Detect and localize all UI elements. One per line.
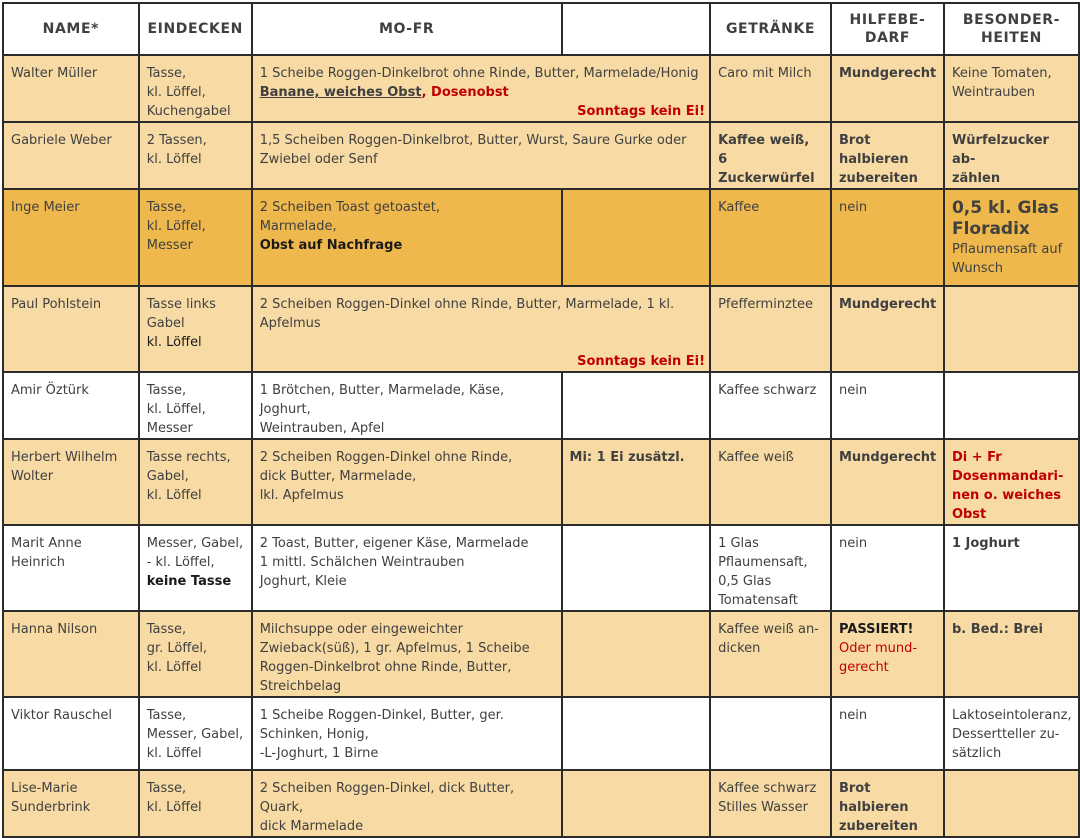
header-row xyxy=(3,3,1079,55)
cell-extra xyxy=(562,189,711,286)
cell-extra: Mi: 1 Ei zusätzl. xyxy=(562,439,711,525)
header-besonderheiten: BESONDER- HEITEN xyxy=(944,3,1079,55)
cell-extra xyxy=(562,611,711,697)
cell-mofr: 1,5 Scheiben Roggen-Dinkelbrot, Butter, Wurst, Saure Gurke oder Zwiebel oder Senf xyxy=(252,122,710,189)
cell-name: Viktor Rauschel xyxy=(3,697,139,770)
cell-name: Walter Müller xyxy=(3,55,139,122)
cell-eindecken: Messer, Gabel, - kl. Löffel, keine Tasse xyxy=(139,525,252,611)
note-sunday: Sonntags kein Ei! xyxy=(577,354,706,369)
table-row xyxy=(3,122,1079,189)
cell-eindecken: Tasse, Messer, Gabel, kl. Löffel xyxy=(139,697,252,770)
cell-eindecken: 2 Tassen, kl. Löffel xyxy=(139,122,252,189)
header-getraenke: GETRÄNKE xyxy=(710,3,831,55)
cell-eindecken: Tasse links Gabel kl. Löffel xyxy=(139,286,252,372)
meal-plan-table xyxy=(2,2,1080,838)
cell-hilfebedarf: Brot halbieren zubereiten xyxy=(831,122,944,189)
cell-eindecken: Tasse, kl. Löffel, Messer xyxy=(139,189,252,286)
cell-getraenke: Caro mit Milch xyxy=(710,55,831,122)
cell-besonderheiten xyxy=(944,372,1079,439)
cell-eindecken: Tasse, gr. Löffel, kl. Löffel xyxy=(139,611,252,697)
table-row xyxy=(3,439,1079,525)
header-extra xyxy=(562,3,711,55)
cell-hilfebedarf: nein xyxy=(831,189,944,286)
header-eindecken: EINDECKEN xyxy=(139,3,252,55)
cell-besonderheiten xyxy=(944,770,1079,837)
table-row xyxy=(3,55,1079,122)
header-hilfebedarf: HILFEBE- DARF xyxy=(831,3,944,55)
cell-mofr: 1 Brötchen, Butter, Marmelade, Käse, Joghurt, Weintrauben, Apfel xyxy=(252,372,562,439)
table-row xyxy=(3,697,1079,770)
cell-getraenke: Kaffee schwarz Stilles Wasser xyxy=(710,770,831,837)
cell-hilfebedarf: nein xyxy=(831,525,944,611)
cell-name: Hanna Nilson xyxy=(3,611,139,697)
table-row xyxy=(3,286,1079,372)
cell-besonderheiten: Würfelzucker ab- zählen xyxy=(944,122,1079,189)
cell-mofr: 1 Scheibe Roggen-Dinkelbrot ohne Rinde, Butter, Marmelade/Honig Banane, weiches Obst, Dosenobst Sonntags kein Ei! xyxy=(252,55,710,122)
cell-hilfebedarf: Brot halbieren zubereiten xyxy=(831,770,944,837)
cell-name: Paul Pohlstein xyxy=(3,286,139,372)
cell-name: Gabriele Weber xyxy=(3,122,139,189)
cell-name: Inge Meier xyxy=(3,189,139,286)
cell-mofr: 2 Toast, Butter, eigener Käse, Marmelade 1 mittl. Schälchen Weintrauben Joghurt, Kleie xyxy=(252,525,562,611)
cell-mofr: 2 Scheiben Roggen-Dinkel, dick Butter, Quark, dick Marmelade xyxy=(252,770,562,837)
cell-name: Lise-Marie Sunderbrink xyxy=(3,770,139,837)
cell-besonderheiten: Keine Tomaten, Weintrauben xyxy=(944,55,1079,122)
cell-besonderheiten: 1 Joghurt xyxy=(944,525,1079,611)
cell-name: Amir Öztürk xyxy=(3,372,139,439)
cell-besonderheiten xyxy=(944,286,1079,372)
cell-eindecken: Tasse, kl. Löffel xyxy=(139,770,252,837)
cell-eindecken: Tasse rechts, Gabel, kl. Löffel xyxy=(139,439,252,525)
table-row xyxy=(3,189,1079,286)
table-row xyxy=(3,611,1079,697)
cell-name: Herbert Wilhelm Wolter xyxy=(3,439,139,525)
table-row xyxy=(3,372,1079,439)
cell-besonderheiten: 0,5 kl. Glas Floradix Pflaumensaft auf Wunsch xyxy=(944,189,1079,286)
cell-mofr: 2 Scheiben Roggen-Dinkel ohne Rinde, dick Butter, Marmelade, lkl. Apfelmus xyxy=(252,439,562,525)
cell-getraenke: 1 Glas Pflaumensaft, 0,5 Glas Tomatensaft xyxy=(710,525,831,611)
cell-getraenke: Pfefferminztee xyxy=(710,286,831,372)
cell-getraenke: Kaffee xyxy=(710,189,831,286)
cell-mofr: Milchsuppe oder eingeweichter Zwieback(süß), 1 gr. Apfelmus, 1 Scheibe Roggen-Dinkelbrot ohne Rinde, Butter, Streichbelag xyxy=(252,611,562,697)
cell-name: Marit Anne Heinrich xyxy=(3,525,139,611)
cell-getraenke: Kaffee weiß xyxy=(710,439,831,525)
cell-mofr: 2 Scheiben Toast getoastet, Marmelade, Obst auf Nachfrage xyxy=(252,189,562,286)
cell-hilfebedarf: Mundgerecht xyxy=(831,286,944,372)
cell-besonderheiten: Laktoseintoleranz, Dessertteller zu- sätzlich xyxy=(944,697,1079,770)
cell-extra xyxy=(562,525,711,611)
cell-hilfebedarf: PASSIERT! Oder mund- gerecht xyxy=(831,611,944,697)
cell-hilfebedarf: nein xyxy=(831,697,944,770)
header-name: NAME* xyxy=(3,3,139,55)
cell-getraenke: Kaffee weiß an- dicken xyxy=(710,611,831,697)
cell-extra xyxy=(562,697,711,770)
cell-hilfebedarf: Mundgerecht xyxy=(831,439,944,525)
cell-eindecken: Tasse, kl. Löffel, Kuchengabel xyxy=(139,55,252,122)
cell-hilfebedarf: Mundgerecht xyxy=(831,55,944,122)
note-sunday: Sonntags kein Ei! xyxy=(577,104,706,119)
table-row xyxy=(3,525,1079,611)
cell-besonderheiten: Di + Fr Dosenmandari- nen o. weiches Obst xyxy=(944,439,1079,525)
cell-extra xyxy=(562,770,711,837)
cell-hilfebedarf: nein xyxy=(831,372,944,439)
cell-eindecken: Tasse, kl. Löffel, Messer xyxy=(139,372,252,439)
cell-mofr: 2 Scheiben Roggen-Dinkel ohne Rinde, Butter, Marmelade, 1 kl. Apfelmus Sonntags kein Ei! xyxy=(252,286,710,372)
cell-mofr: 1 Scheibe Roggen-Dinkel, Butter, ger. Schinken, Honig, -L-Joghurt, 1 Birne xyxy=(252,697,562,770)
cell-besonderheiten: b. Bed.: Brei xyxy=(944,611,1079,697)
cell-getraenke: Kaffee schwarz xyxy=(710,372,831,439)
cell-getraenke: Kaffee weiß, 6 Zuckerwürfel xyxy=(710,122,831,189)
header-mofr: MO-FR xyxy=(252,3,562,55)
cell-extra xyxy=(562,372,711,439)
table-row xyxy=(3,770,1079,837)
cell-getraenke xyxy=(710,697,831,770)
